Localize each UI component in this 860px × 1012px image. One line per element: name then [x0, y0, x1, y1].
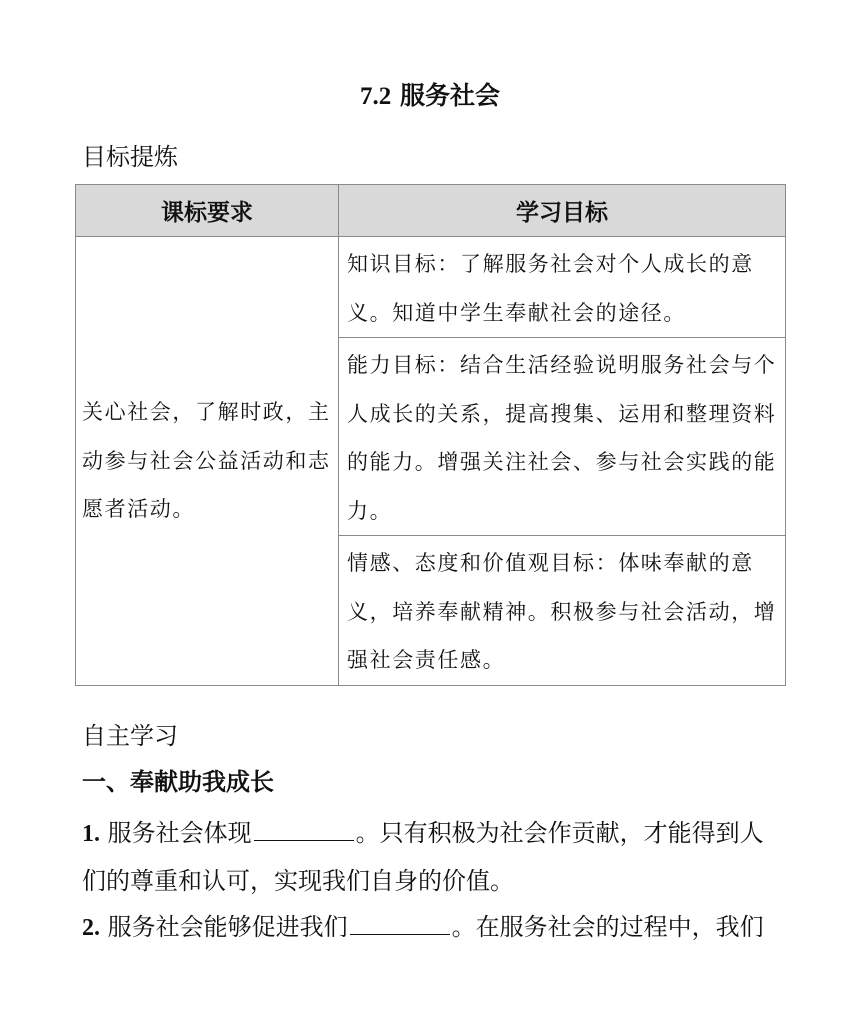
fill-blank[interactable]: [254, 816, 354, 841]
header-requirement: 课标要求: [76, 185, 339, 237]
section-label-self-study: 自主学习: [82, 722, 178, 750]
goals-table: [75, 184, 786, 686]
goal-ability: 能力目标：结合生活经验说明服务社会与个人成长的关系，提高搜集、运用和整理资料的能力。增强关注社会、参与社会实践的能力。: [339, 338, 786, 536]
table-header-row: [76, 185, 786, 237]
title-number: 7.2: [360, 83, 392, 110]
table-row: [76, 237, 786, 338]
paragraph-text-after: 。只有积极为社会作贡献，才能得到人们的尊重和认可，实现我们自身的价值。: [82, 819, 764, 895]
paragraph-number: 1.: [82, 821, 100, 847]
header-learning-goals: 学习目标: [339, 185, 786, 237]
paragraph-text-after: 。在服务社会的过程中，我们: [451, 913, 764, 941]
requirement-cell: 关心社会，了解时政，主动参与社会公益活动和志愿者活动。: [76, 237, 339, 686]
section-label-goals: 目标提炼: [82, 143, 178, 171]
title-text: 服务社会: [399, 81, 500, 110]
goal-attitude: 情感、态度和价值观目标：体味奉献的意义，培养奉献精神。积极参与社会活动，增强社会责任感。: [339, 536, 786, 686]
fill-blank[interactable]: [350, 910, 450, 935]
paragraph-number: 2.: [82, 915, 100, 941]
paragraph-text-before: 服务社会体现: [107, 819, 252, 847]
paragraph-text-before: 服务社会能够促进我们: [107, 913, 348, 941]
paragraph-1: [82, 810, 782, 905]
heading-contribution: 一、奉献助我成长: [82, 768, 274, 796]
page-title: [0, 76, 860, 112]
paragraph-2: [82, 904, 782, 952]
goal-knowledge: 知识目标：了解服务社会对个人成长的意义。知道中学生奉献社会的途径。: [339, 237, 786, 338]
